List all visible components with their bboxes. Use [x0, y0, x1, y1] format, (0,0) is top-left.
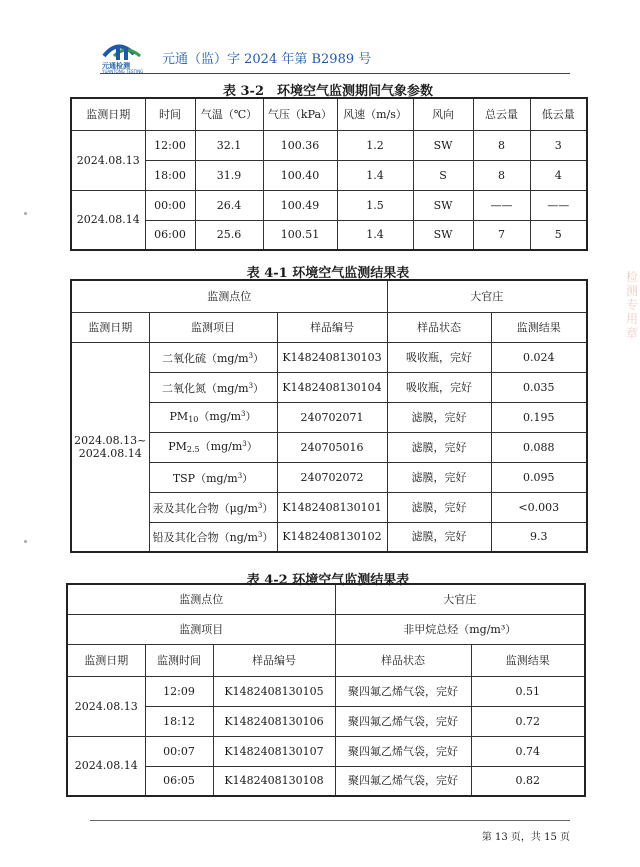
- state-cell: 滤膜，完好: [387, 402, 491, 432]
- pressure-cell: 100.51: [263, 220, 337, 250]
- state-cell: 聚四氟乙烯气袋，完好: [335, 736, 471, 766]
- table-row: [71, 342, 587, 372]
- temp-cell: 25.6: [195, 220, 263, 250]
- item-name: 汞及其化合物（μg/m: [152, 501, 258, 515]
- table-header-row: [71, 312, 587, 342]
- header-cell: 监测日期: [71, 98, 145, 130]
- wind-dir-cell: SW: [413, 130, 473, 160]
- table-row: [71, 492, 587, 522]
- table-row: [71, 190, 587, 220]
- result-cell: 0.088: [491, 432, 587, 462]
- temp-cell: 31.9: [195, 160, 263, 190]
- header-cell: 风速（m/s）: [337, 98, 413, 130]
- item-subscript: 2.5: [186, 445, 200, 454]
- table-row: [71, 462, 587, 492]
- point-value-cell: 大官庄: [335, 584, 585, 614]
- table-4-1-caption: 表 4-1 环境空气监测结果表: [246, 266, 410, 281]
- document-number: 元通（监）字 2024 年第 B2989 号: [162, 52, 372, 67]
- item-superscript: 3: [257, 531, 263, 540]
- table-4-2-results: [66, 583, 586, 797]
- table-row: [71, 372, 587, 402]
- item-name: 二氧化硫（mg/m: [161, 351, 249, 365]
- table-row: [71, 280, 587, 312]
- header-cell: 气压（kPa）: [263, 98, 337, 130]
- binding-hole-mark: [24, 212, 27, 215]
- table-row: [71, 432, 587, 462]
- result-cell: 0.82: [471, 766, 585, 796]
- item-close: ）: [245, 410, 257, 423]
- table-row: [71, 130, 587, 160]
- table-4-2-caption: 表 4-2 环境空气监测结果表: [246, 573, 410, 588]
- header-cell: 时间: [145, 98, 195, 130]
- wind-dir-cell: SW: [413, 220, 473, 250]
- temp-cell: 32.1: [195, 130, 263, 160]
- state-cell: 吸收瓶，完好: [387, 342, 491, 372]
- item-close: ）: [262, 531, 274, 545]
- wind-speed-cell: 1.4: [337, 220, 413, 250]
- date-cell: 2024.08.14: [71, 190, 145, 250]
- header-cell: 监测日期: [67, 644, 145, 676]
- item-suffix: ）: [253, 351, 265, 365]
- sample-id-cell: 240702071: [277, 402, 387, 432]
- pressure-cell: 100.36: [263, 130, 337, 160]
- logo-text: 元通检测: [102, 62, 130, 70]
- result-cell: 0.72: [471, 706, 585, 736]
- item-superscript: 3: [248, 381, 254, 390]
- footer-rule: [90, 820, 570, 821]
- item-cell: [149, 522, 277, 552]
- item-cell: [149, 492, 277, 522]
- wind-speed-cell: 1.2: [337, 130, 413, 160]
- wind-dir-cell: S: [413, 160, 473, 190]
- table-row: [71, 402, 587, 432]
- total-cloud-cell: 8: [473, 130, 530, 160]
- date-cell: 2024.08.14: [67, 736, 145, 796]
- item-superscript: 3: [257, 501, 263, 510]
- header-rule: [100, 73, 570, 74]
- binding-hole-mark: [24, 540, 27, 543]
- item-cell: [149, 402, 277, 432]
- table-3-2-meteorological: [70, 97, 588, 251]
- item-label-cell: 监测项目: [67, 614, 335, 644]
- table-row: [67, 614, 585, 644]
- time-cell: 06:05: [145, 766, 213, 796]
- header-cell: 样品编号: [277, 312, 387, 342]
- header-cell: 监测时间: [145, 644, 213, 676]
- sample-id-cell: K1482408130105: [213, 676, 335, 706]
- date-range-cell: 2024.08.13~ 2024.08.14: [71, 342, 149, 552]
- state-cell: 滤膜，完好: [387, 492, 491, 522]
- result-cell: 0.74: [471, 736, 585, 766]
- result-cell: 0.035: [491, 372, 587, 402]
- table-row: [67, 676, 585, 706]
- date-cell: 2024.08.13: [67, 676, 145, 736]
- time-cell: 06:00: [145, 220, 195, 250]
- result-cell: 0.195: [491, 402, 587, 432]
- table-3-2-caption: 表 3-2 环境空气监测期间气象参数: [222, 84, 433, 99]
- result-cell: <0.003: [491, 492, 587, 522]
- header-cell: 低云量: [530, 98, 587, 130]
- total-cloud-cell: 7: [473, 220, 530, 250]
- state-cell: 聚四氟乙烯气袋，完好: [335, 766, 471, 796]
- state-cell: 聚四氟乙烯气袋，完好: [335, 706, 471, 736]
- table-row: [67, 736, 585, 766]
- state-cell: 滤膜，完好: [387, 522, 491, 552]
- item-close: ）: [262, 501, 274, 515]
- sample-id-cell: K1482408130107: [213, 736, 335, 766]
- sample-id-cell: K1482408130103: [277, 342, 387, 372]
- item-superscript: 3: [248, 351, 254, 360]
- table-row: [71, 220, 587, 250]
- header-cell: 监测结果: [491, 312, 587, 342]
- item-cell: [149, 342, 277, 372]
- header-cell: 样品状态: [387, 312, 491, 342]
- pressure-cell: 100.40: [263, 160, 337, 190]
- time-cell: 00:07: [145, 736, 213, 766]
- header-cell: 总云量: [473, 98, 530, 130]
- header-cell: 样品编号: [213, 644, 335, 676]
- time-cell: 18:12: [145, 706, 213, 736]
- low-cloud-cell: 4: [530, 160, 587, 190]
- item-close: ）: [242, 471, 254, 485]
- item-superscript: 3: [237, 471, 243, 480]
- table-4-1-results: [70, 279, 588, 553]
- header-cell: 样品状态: [335, 644, 471, 676]
- time-cell: 00:00: [145, 190, 195, 220]
- item-value-cell: 非甲烷总烃（mg/m³）: [335, 614, 585, 644]
- table-row: [67, 766, 585, 796]
- low-cloud-cell: ——: [530, 190, 587, 220]
- header-cell: 风向: [413, 98, 473, 130]
- total-cloud-cell: 8: [473, 160, 530, 190]
- item-subscript: 10: [188, 415, 199, 424]
- point-value-cell: 大官庄: [387, 280, 587, 312]
- table-row: [67, 706, 585, 736]
- sample-id-cell: K1482408130104: [277, 372, 387, 402]
- header-cell: 气温（℃）: [195, 98, 263, 130]
- wind-dir-cell: SW: [413, 190, 473, 220]
- item-close: ）: [246, 440, 258, 453]
- item-unit: （mg/m: [199, 440, 243, 453]
- sample-id-cell: 240705016: [277, 432, 387, 462]
- date-cell: 2024.08.13: [71, 130, 145, 190]
- header-cell: 监测日期: [71, 312, 149, 342]
- item-cell: [149, 462, 277, 492]
- result-cell: 0.095: [491, 462, 587, 492]
- table-header-row: [67, 644, 585, 676]
- point-label-cell: 监测点位: [67, 584, 335, 614]
- low-cloud-cell: 3: [530, 130, 587, 160]
- header-cell: 监测结果: [471, 644, 585, 676]
- item-suffix: ）: [253, 381, 265, 395]
- state-cell: 吸收瓶，完好: [387, 372, 491, 402]
- state-cell: 滤膜，完好: [387, 432, 491, 462]
- item-name: 铅及其化合物（ng/m: [152, 531, 258, 545]
- header-cell: 监测项目: [149, 312, 277, 342]
- result-cell: 0.51: [471, 676, 585, 706]
- state-cell: 滤膜，完好: [387, 462, 491, 492]
- item-cell: [149, 432, 277, 462]
- item-unit: （mg/m: [198, 410, 241, 423]
- table-row: [71, 522, 587, 552]
- stamp-fragment: 检测专用章: [626, 270, 639, 340]
- pressure-cell: 100.49: [263, 190, 337, 220]
- low-cloud-cell: 5: [530, 220, 587, 250]
- time-cell: 12:00: [145, 130, 195, 160]
- page-number: 第 13 页，共 15 页: [481, 832, 570, 843]
- wind-speed-cell: 1.4: [337, 160, 413, 190]
- time-cell: 18:00: [145, 160, 195, 190]
- point-label-cell: 监测点位: [71, 280, 387, 312]
- sample-id-cell: K1482408130102: [277, 522, 387, 552]
- item-superscript: 3: [242, 440, 247, 448]
- item-superscript: 3: [241, 410, 246, 418]
- item-name: PM: [168, 440, 187, 453]
- item-name: PM: [169, 410, 189, 423]
- sample-id-cell: K1482408130101: [277, 492, 387, 522]
- result-cell: 0.024: [491, 342, 587, 372]
- item-name: 二氧化氮（mg/m: [161, 381, 249, 395]
- wind-speed-cell: 1.5: [337, 190, 413, 220]
- table-row: [67, 584, 585, 614]
- table-header-row: [71, 98, 587, 130]
- total-cloud-cell: ——: [473, 190, 530, 220]
- logo-subtext: YUANTONG TESTING: [102, 69, 144, 74]
- item-name: TSP（mg/m: [172, 471, 238, 485]
- sample-id-cell: K1482408130108: [213, 766, 335, 796]
- table-row: [71, 160, 587, 190]
- state-cell: 聚四氟乙烯气袋，完好: [335, 676, 471, 706]
- time-cell: 12:09: [145, 676, 213, 706]
- page-header: [100, 34, 570, 74]
- result-cell: 9.3: [491, 522, 587, 552]
- sample-id-cell: 240702072: [277, 462, 387, 492]
- item-cell: [149, 372, 277, 402]
- temp-cell: 26.4: [195, 190, 263, 220]
- sample-id-cell: K1482408130106: [213, 706, 335, 736]
